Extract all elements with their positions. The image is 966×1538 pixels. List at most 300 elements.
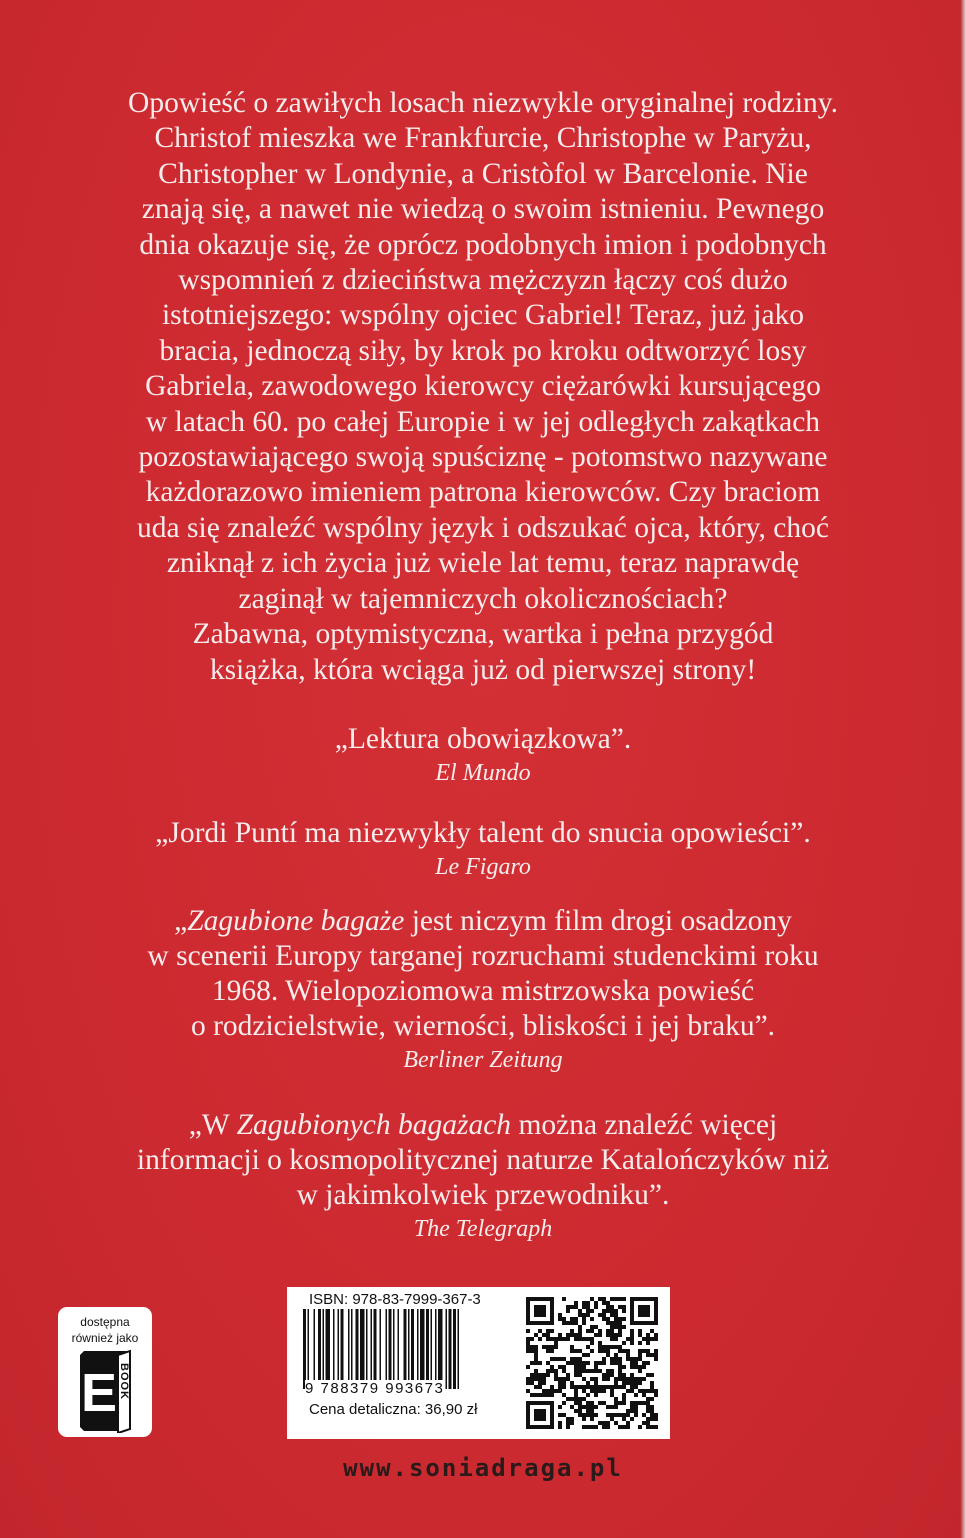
qr-module — [530, 1373, 534, 1377]
qr-module — [610, 1305, 614, 1309]
qr-module — [562, 1357, 566, 1361]
qr-module — [558, 1425, 562, 1429]
qr-module — [530, 1337, 534, 1341]
qr-module — [586, 1425, 590, 1429]
qr-module — [546, 1329, 550, 1333]
qr-module — [542, 1373, 546, 1377]
qr-module — [550, 1385, 554, 1389]
qr-module — [578, 1373, 582, 1377]
qr-module — [626, 1353, 630, 1357]
review-quote-le-figaro — [60, 816, 906, 883]
qr-module — [582, 1397, 586, 1401]
qr-module — [650, 1397, 654, 1401]
qr-module — [634, 1361, 638, 1365]
barcode-bar — [453, 1309, 456, 1389]
qr-module — [586, 1381, 590, 1385]
qr-module — [638, 1425, 642, 1429]
qr-module — [570, 1357, 574, 1361]
qr-module — [558, 1421, 562, 1425]
quote-text: w jakimkolwiek przewodniku”. — [296, 1179, 670, 1211]
qr-module — [614, 1401, 618, 1405]
qr-module — [566, 1361, 570, 1365]
qr-module — [602, 1297, 606, 1301]
qr-module — [590, 1377, 594, 1381]
blurb-line: zniknął z ich życia już wiele lat temu, teraz naprawdę — [166, 547, 800, 580]
qr-module — [598, 1361, 602, 1365]
qr-module — [606, 1369, 610, 1373]
qr-module — [618, 1413, 622, 1417]
qr-module — [590, 1349, 594, 1353]
qr-module — [654, 1393, 658, 1397]
qr-module — [566, 1309, 570, 1313]
qr-module — [558, 1413, 562, 1417]
qr-module — [582, 1317, 586, 1321]
qr-module — [562, 1385, 566, 1389]
qr-module — [558, 1381, 562, 1385]
barcode-bar — [411, 1309, 414, 1389]
quote-source: El Mundo — [435, 760, 531, 786]
qr-module — [610, 1373, 614, 1377]
qr-finder — [534, 1305, 546, 1317]
qr-module — [562, 1321, 566, 1325]
qr-module — [606, 1349, 610, 1353]
qr-module — [530, 1349, 534, 1353]
blurb-line: Christof mieszka we Frankfurcie, Christophe w Paryżu, — [154, 122, 812, 155]
qr-module — [614, 1385, 618, 1389]
qr-module — [534, 1353, 538, 1357]
qr-module — [638, 1341, 642, 1345]
qr-module — [630, 1401, 634, 1405]
blurb-line: wspomnień z dzieciństwa mężczyzn łączy coś dużo — [178, 264, 788, 297]
qr-module — [610, 1297, 614, 1301]
qr-module — [618, 1385, 622, 1389]
qr-module — [654, 1337, 658, 1341]
qr-module — [618, 1401, 622, 1405]
qr-module — [606, 1309, 610, 1313]
barcode-bar — [435, 1309, 437, 1389]
qr-module — [550, 1349, 554, 1353]
qr-module — [650, 1353, 654, 1357]
qr-module — [606, 1373, 610, 1377]
qr-module — [622, 1377, 626, 1381]
qr-module — [566, 1397, 570, 1401]
qr-module — [582, 1301, 586, 1305]
ebook-badge-line2: również jako — [71, 1331, 139, 1345]
qr-module — [602, 1389, 606, 1393]
qr-module — [566, 1373, 570, 1377]
qr-module — [622, 1417, 626, 1421]
qr-module — [650, 1385, 654, 1389]
qr-module — [602, 1345, 606, 1349]
blurb-line: istotniejszego: wspólny ojciec Gabriel! Teraz, już jako — [161, 299, 805, 332]
ebook-logo-icon — [72, 1349, 138, 1433]
isbn-label: ISBN: 978-83-7999-367-3 — [309, 1291, 481, 1308]
qr-module — [614, 1333, 618, 1337]
barcode-panel — [287, 1287, 670, 1439]
qr-module — [558, 1357, 562, 1361]
qr-module — [630, 1417, 634, 1421]
qr-module — [534, 1385, 538, 1389]
qr-module — [586, 1361, 590, 1365]
qr-module — [626, 1413, 630, 1417]
qr-module — [650, 1381, 654, 1385]
qr-module — [610, 1413, 614, 1417]
qr-module — [570, 1361, 574, 1365]
qr-module — [570, 1385, 574, 1389]
qr-module — [582, 1353, 586, 1357]
qr-module — [634, 1409, 638, 1413]
qr-module — [646, 1361, 650, 1365]
qr-module — [594, 1365, 598, 1369]
qr-module — [646, 1337, 650, 1341]
qr-module — [578, 1313, 582, 1317]
qr-module — [574, 1321, 578, 1325]
qr-module — [606, 1405, 610, 1409]
qr-module — [642, 1365, 646, 1369]
barcode-bar — [314, 1309, 316, 1389]
qr-module — [594, 1393, 598, 1397]
qr-module — [558, 1337, 562, 1341]
qr-module — [606, 1321, 610, 1325]
qr-module — [566, 1417, 570, 1421]
qr-module — [578, 1397, 582, 1401]
review-quote-telegraph — [60, 1108, 906, 1245]
qr-module — [602, 1385, 606, 1389]
retail-price: Cena detaliczna: 36,90 zł — [309, 1401, 478, 1418]
qr-module — [626, 1421, 630, 1425]
qr-code-icon — [526, 1297, 658, 1429]
qr-module — [598, 1341, 602, 1345]
qr-module — [574, 1373, 578, 1377]
qr-module — [538, 1377, 542, 1381]
qr-module — [622, 1381, 626, 1385]
barcode-bar — [408, 1309, 410, 1389]
quote-source: Berliner Zeitung — [403, 1047, 563, 1073]
qr-module — [526, 1381, 530, 1385]
quote-text: w scenerii Europy targanej rozruchami studenckimi roku — [147, 940, 819, 972]
qr-module — [618, 1297, 622, 1301]
qr-module — [550, 1357, 554, 1361]
qr-module — [630, 1329, 634, 1333]
qr-module — [630, 1341, 634, 1345]
qr-module — [598, 1313, 602, 1317]
qr-module — [574, 1349, 578, 1353]
blurb-line: dnia okazuje się, że oprócz podobnych imion i podobnych — [139, 228, 827, 261]
qr-module — [534, 1377, 538, 1381]
qr-module — [586, 1337, 590, 1341]
qr-module — [526, 1345, 530, 1349]
qr-module — [606, 1305, 610, 1309]
review-quote-berliner-zeitung — [60, 904, 906, 1076]
barcode-bar — [417, 1309, 419, 1389]
qr-module — [642, 1413, 646, 1417]
review-quote-el-mundo — [60, 722, 906, 789]
qr-module — [654, 1417, 658, 1421]
qr-module — [646, 1341, 650, 1345]
blurb-line: każdorazowo imieniem patrona kierowców. Czy braciom — [145, 476, 821, 509]
qr-module — [626, 1381, 630, 1385]
qr-module — [530, 1345, 534, 1349]
qr-module — [566, 1333, 570, 1337]
qr-module — [582, 1365, 586, 1369]
qr-module — [614, 1421, 618, 1425]
qr-module — [574, 1401, 578, 1405]
qr-module — [550, 1345, 554, 1349]
barcode-bar — [323, 1309, 325, 1389]
qr-module — [534, 1349, 538, 1353]
qr-module — [526, 1349, 530, 1353]
qr-module — [534, 1393, 538, 1397]
qr-module — [550, 1393, 554, 1397]
qr-module — [618, 1377, 622, 1381]
qr-module — [618, 1349, 622, 1353]
qr-module — [642, 1393, 646, 1397]
qr-module — [650, 1329, 654, 1333]
qr-module — [622, 1325, 626, 1329]
qr-module — [574, 1397, 578, 1401]
qr-module — [646, 1421, 650, 1425]
qr-module — [606, 1329, 610, 1333]
barcode-bar — [360, 1309, 365, 1389]
quote-text: jest niczym film drogi osadzony — [404, 905, 792, 937]
qr-module — [634, 1401, 638, 1405]
qr-module — [614, 1309, 618, 1313]
qr-module — [582, 1389, 586, 1393]
qr-module — [650, 1405, 654, 1409]
qr-module — [602, 1361, 606, 1365]
qr-module — [558, 1385, 562, 1389]
qr-module — [630, 1389, 634, 1393]
qr-module — [570, 1321, 574, 1325]
barcode-bar — [356, 1309, 359, 1389]
qr-module — [538, 1337, 542, 1341]
barcode-bar — [420, 1309, 425, 1389]
qr-module — [630, 1337, 634, 1341]
qr-module — [530, 1393, 534, 1397]
qr-module — [594, 1389, 598, 1393]
qr-module — [618, 1329, 622, 1333]
qr-module — [594, 1381, 598, 1385]
qr-module — [546, 1345, 550, 1349]
qr-module — [646, 1401, 650, 1405]
qr-module — [574, 1333, 578, 1337]
qr-module — [526, 1365, 530, 1369]
qr-module — [634, 1393, 638, 1397]
qr-module — [638, 1349, 642, 1353]
qr-module — [630, 1405, 634, 1409]
ebook-badge-line1: dostępna — [80, 1315, 130, 1329]
qr-module — [578, 1385, 582, 1389]
qr-module — [626, 1357, 630, 1361]
qr-module — [594, 1405, 598, 1409]
qr-module — [626, 1349, 630, 1353]
qr-module — [594, 1325, 598, 1329]
qr-module — [606, 1353, 610, 1357]
qr-module — [598, 1369, 602, 1373]
barcode-bar — [371, 1309, 373, 1389]
qr-module — [590, 1409, 594, 1413]
qr-module — [598, 1421, 602, 1425]
qr-module — [578, 1365, 582, 1369]
qr-module — [570, 1405, 574, 1409]
quote-text: informacji o kosmopolitycznej naturze Katalończyków niż — [136, 1144, 830, 1176]
qr-module — [538, 1361, 542, 1365]
qr-module — [630, 1385, 634, 1389]
quote-text: o rodzicielstwie, wierności, bliskości i jej braku”. — [190, 1010, 776, 1042]
qr-module — [582, 1377, 586, 1381]
qr-module — [610, 1417, 614, 1421]
qr-module — [574, 1409, 578, 1413]
qr-module — [526, 1377, 530, 1381]
qr-module — [578, 1333, 582, 1337]
qr-module — [650, 1409, 654, 1413]
qr-module — [582, 1369, 586, 1373]
qr-module — [554, 1357, 558, 1361]
qr-module — [546, 1361, 550, 1365]
barcode-digits: 9 788379 993673 — [305, 1380, 445, 1397]
qr-module — [614, 1397, 618, 1401]
qr-module — [654, 1389, 658, 1393]
qr-module — [642, 1377, 646, 1381]
barcode-bar — [389, 1309, 392, 1389]
qr-module — [634, 1385, 638, 1389]
qr-module — [542, 1333, 546, 1337]
quote-text: „Lektura obowiązkowa”. — [334, 723, 632, 755]
barcode-bar — [386, 1309, 388, 1389]
qr-module — [622, 1413, 626, 1417]
qr-module — [626, 1425, 630, 1429]
qr-module — [582, 1321, 586, 1325]
qr-module — [586, 1345, 590, 1349]
qr-module — [610, 1389, 614, 1393]
qr-module — [646, 1409, 650, 1413]
qr-module — [614, 1377, 618, 1381]
qr-module — [562, 1365, 566, 1369]
barcode-bar — [426, 1309, 429, 1389]
qr-module — [598, 1329, 602, 1333]
qr-module — [578, 1401, 582, 1405]
quote-source: Le Figaro — [435, 854, 531, 880]
qr-module — [582, 1305, 586, 1309]
qr-module — [638, 1357, 642, 1361]
qr-module — [546, 1349, 550, 1353]
qr-module — [526, 1389, 530, 1393]
qr-module — [574, 1389, 578, 1393]
qr-module — [614, 1321, 618, 1325]
quote-text: 1968. Wielopoziomowa mistrzowska powieść — [211, 975, 755, 1007]
qr-module — [610, 1345, 614, 1349]
qr-module — [598, 1385, 602, 1389]
qr-module — [638, 1377, 642, 1381]
qr-module — [638, 1353, 642, 1357]
qr-module — [646, 1373, 650, 1377]
qr-module — [594, 1301, 598, 1305]
qr-module — [630, 1409, 634, 1413]
qr-module — [590, 1405, 594, 1409]
qr-module — [582, 1361, 586, 1365]
qr-module — [646, 1417, 650, 1421]
qr-module — [610, 1321, 614, 1325]
barcode-bar — [393, 1309, 395, 1389]
qr-module — [614, 1325, 618, 1329]
quote-open: „W — [188, 1109, 237, 1141]
qr-module — [646, 1389, 650, 1393]
qr-module — [594, 1413, 598, 1417]
qr-module — [638, 1389, 642, 1393]
qr-module — [550, 1365, 554, 1369]
qr-module — [570, 1305, 574, 1309]
qr-module — [566, 1337, 570, 1341]
qr-module — [602, 1425, 606, 1429]
qr-module — [650, 1413, 654, 1417]
qr-module — [646, 1405, 650, 1409]
qr-module — [606, 1385, 610, 1389]
qr-module — [542, 1381, 546, 1385]
qr-module — [582, 1313, 586, 1317]
qr-module — [546, 1333, 550, 1337]
qr-module — [574, 1361, 578, 1365]
qr-module — [558, 1365, 562, 1369]
qr-module — [526, 1341, 530, 1345]
blurb-line: książka, która wciąga już od pierwszej strony! — [209, 653, 757, 686]
qr-module — [622, 1365, 626, 1369]
qr-module — [594, 1369, 598, 1373]
qr-module — [614, 1361, 618, 1365]
qr-module — [618, 1345, 622, 1349]
qr-module — [622, 1305, 626, 1309]
qr-module — [606, 1377, 610, 1381]
qr-module — [526, 1329, 530, 1333]
qr-module — [590, 1337, 594, 1341]
blurb-line: Opowieść o zawiłych losach niezwykle oryginalnej rodziny. — [128, 87, 838, 119]
qr-module — [590, 1341, 594, 1345]
qr-module — [534, 1345, 538, 1349]
barcode-bar — [449, 1309, 452, 1389]
qr-module — [634, 1405, 638, 1409]
barcode-bar — [341, 1309, 344, 1389]
qr-module — [610, 1405, 614, 1409]
qr-module — [578, 1405, 582, 1409]
barcode-bar — [398, 1309, 400, 1389]
qr-module — [638, 1333, 642, 1337]
qr-module — [562, 1393, 566, 1397]
qr-module — [654, 1413, 658, 1417]
blurb-line: Zabawna, optymistyczna, wartka i pełna przygód — [192, 618, 774, 651]
qr-module — [554, 1341, 558, 1345]
qr-module — [630, 1357, 634, 1361]
qr-module — [590, 1317, 594, 1321]
qr-module — [614, 1357, 618, 1361]
qr-module — [586, 1393, 590, 1397]
qr-module — [602, 1357, 606, 1361]
qr-module — [638, 1365, 642, 1369]
barcode-bar — [348, 1309, 350, 1389]
qr-module — [610, 1361, 614, 1365]
qr-module — [618, 1357, 622, 1361]
qr-module — [538, 1381, 542, 1385]
qr-module — [590, 1425, 594, 1429]
qr-module — [546, 1393, 550, 1397]
qr-module — [574, 1385, 578, 1389]
qr-module — [546, 1389, 550, 1393]
qr-module — [554, 1337, 558, 1341]
barcode-bar — [446, 1309, 448, 1389]
qr-module — [606, 1413, 610, 1417]
qr-module — [582, 1385, 586, 1389]
qr-module — [642, 1421, 646, 1425]
publisher-website[interactable]: www.soniadraga.pl — [343, 1454, 623, 1482]
qr-module — [538, 1373, 542, 1377]
